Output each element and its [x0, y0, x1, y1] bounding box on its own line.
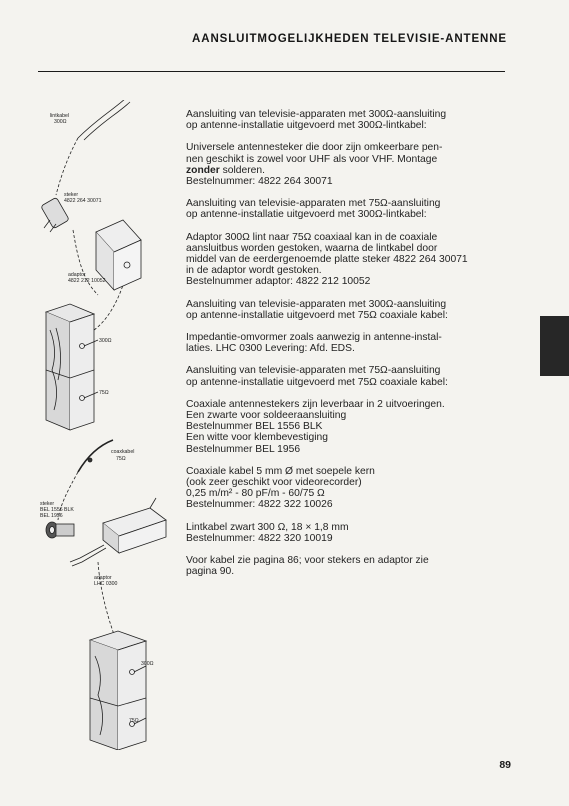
text-line: in de adaptor wordt gestoken.: [186, 265, 322, 277]
text-line: Impedantie-omvormer zoals aanwezig in antenne-instal-: [186, 332, 442, 344]
paragraph-heading-300-lint: [186, 109, 509, 131]
text-line: Een zwarte voor soldeeraansluiting: [186, 410, 347, 422]
text-line: op antenne-installatie uitgevoerd met 75Ω coaxiale kabel:: [186, 309, 448, 321]
text-line: aansluitbus worden gestoken, waarna de lintkabel door: [186, 242, 438, 254]
paragraph-coax-cable: [186, 466, 509, 511]
label-steker-bottom-code1: BEL 1556 BLK: [40, 507, 74, 513]
label-steker-top: steker: [64, 192, 79, 198]
text-line: [186, 165, 509, 176]
label-coaxkabel: coaxkabel: [111, 449, 135, 455]
label-box1-300: 300Ω: [99, 338, 112, 344]
paragraph-heading-75-coax: [186, 365, 509, 387]
text-line: op antenne-installatie uitgevoerd met 300Ω-lintkabel:: [186, 209, 427, 221]
label-box2-75: 75Ω: [129, 718, 139, 724]
text-line: pagina 90.: [186, 566, 235, 578]
text-line: 0,25 m/m² - 80 pF/m - 60/75 Ω: [186, 488, 325, 500]
page-title: AANSLUITMOGELIJKHEDEN TELEVISIE-ANTENNE: [192, 33, 507, 45]
label-steker-bottom: steker: [40, 501, 55, 507]
text-line: Bestelnummer: 4822 320 10019: [186, 532, 333, 544]
paragraph-adaptor: [186, 232, 509, 288]
text-line: Aansluiting van televisie-apparaten met 75Ω-aansluiting: [186, 198, 441, 210]
text-line: op antenne-installatie uitgevoerd met 300Ω-lintkabel:: [186, 120, 427, 132]
text-line: Bestelnummer: 4822 322 10026: [186, 499, 333, 511]
chapter-tab-marker: [540, 316, 569, 376]
text-line: Coaxiale antennestekers zijn leverbaar in 2 uitvoeringen.: [186, 398, 445, 410]
label-adaptor-top-code: 4822 212 10052: [68, 278, 106, 284]
text-line: Bestelnummer: 4822 264 30071: [186, 176, 333, 188]
paragraph-page-reference: [186, 555, 509, 577]
label-coaxkabel-value: 75Ω: [116, 456, 126, 462]
paragraph-ribbon-cable: [186, 522, 509, 544]
text-line: Bestelnummer BEL 1556 BLK: [186, 421, 323, 433]
text-line: nen geschikt is zowel voor UHF als voor VHF. Montage: [186, 153, 438, 165]
label-lintkabel: lintkabel: [50, 113, 70, 119]
label-adaptor-bottom: adaptor: [94, 575, 112, 581]
label-adaptor-top: adaptor: [68, 272, 86, 278]
text-line: Bestelnummer BEL 1956: [186, 443, 301, 455]
text-line: Aansluiting van televisie-apparaten met 300Ω-aansluiting: [186, 109, 447, 120]
label-box1-75: 75Ω: [99, 390, 109, 396]
label-lintkabel-value: 300Ω: [54, 119, 67, 125]
paragraph-heading-75-lint: [186, 198, 509, 220]
text-line: Bestelnummer adaptor: 4822 212 10052: [186, 276, 371, 288]
text-line: middel van de eerdergenoemde platte steker 4822 264 30071: [186, 254, 468, 266]
paragraph-coax-plugs: [186, 399, 509, 455]
paragraph-universal-plug: [186, 142, 509, 187]
text-line: Aansluiting van televisie-apparaten met 300Ω-aansluiting: [186, 298, 447, 310]
bold-word: zonder: [186, 164, 220, 176]
header-rule: [38, 71, 505, 72]
label-box2-300: 300Ω: [141, 661, 154, 667]
label-adaptor-bottom-code: LHC 0300: [94, 581, 118, 587]
text-line: Coaxiale kabel 5 mm Ø met soepele kern: [186, 465, 375, 477]
text-line: (ook zeer geschikt voor videorecorder): [186, 477, 362, 489]
text-line: Universele antennesteker die door zijn omkeerbare pen-: [186, 142, 443, 154]
antenna-connection-illustration: [38, 100, 188, 750]
text-line: Adaptor 300Ω lint naar 75Ω coaxiaal kan in de coaxiale: [186, 231, 438, 243]
paragraph-impedance-converter: [186, 332, 509, 354]
label-steker-bottom-code2: BEL 1956: [40, 513, 63, 519]
body-text: [186, 109, 509, 589]
paragraph-heading-300-coax: [186, 299, 509, 321]
illustration-drawing: [38, 100, 188, 750]
text-line: laties. LHC 0300 Levering: Afd. EDS.: [186, 343, 355, 355]
label-steker-top-code: 4822 264 30071: [64, 198, 102, 204]
text-line: Lintkabel zwart 300 Ω, 18 × 1,8 mm: [186, 521, 349, 533]
page-number: 89: [499, 759, 511, 771]
text-line: Voor kabel zie pagina 86; voor stekers en adaptor zie: [186, 555, 429, 567]
text-line: op antenne-installatie uitgevoerd met 75Ω coaxiale kabel:: [186, 376, 448, 388]
text-line: Aansluiting van televisie-apparaten met 75Ω-aansluiting: [186, 365, 441, 377]
text-fragment: solderen.: [219, 164, 265, 176]
text-line: Een witte voor klembevestiging: [186, 432, 328, 444]
